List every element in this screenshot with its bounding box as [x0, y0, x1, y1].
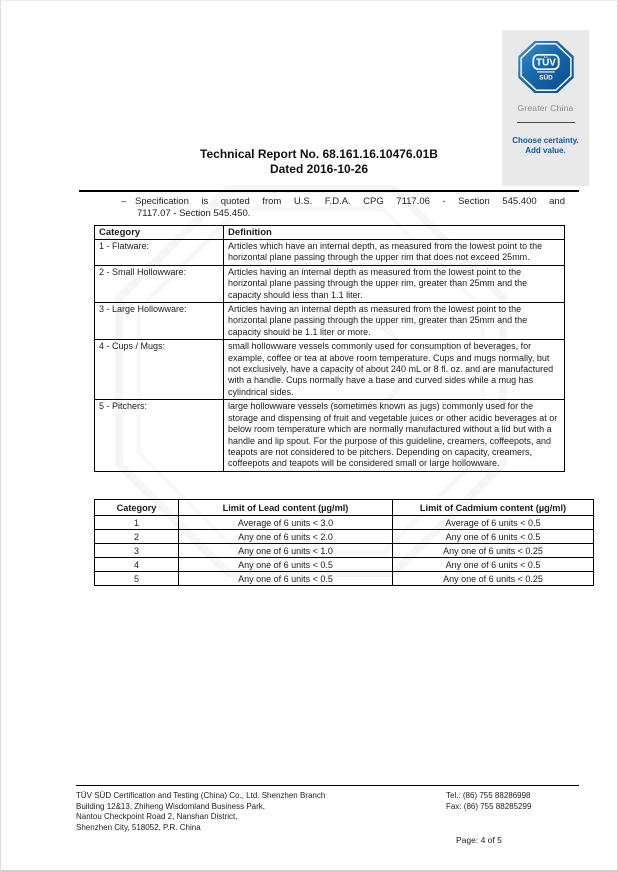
- footer-rule: [76, 785, 579, 786]
- footer-contact: [446, 791, 586, 812]
- page-number: Page: 4 of 5: [456, 835, 502, 845]
- report-title: [84, 147, 554, 177]
- cadmium-limit-cell: Any one of 6 units < 0.25: [393, 544, 594, 558]
- category-cell: 4 - Cups / Mugs:: [95, 340, 224, 400]
- lead-limit-cell: Any one of 6 units < 2.0: [179, 530, 393, 544]
- table-row: [95, 340, 565, 400]
- limits-header-lead: Limit of Lead content (µg/ml): [179, 500, 393, 516]
- table-row: [95, 558, 594, 572]
- footer-address-line2: Building 12&13, Zhiheng Wisdomland Business Park,: [76, 801, 265, 811]
- footer-address-line4: Shenzhen City, 518052, P.R. China: [76, 822, 201, 832]
- table-row: [95, 530, 594, 544]
- definition-cell: Articles which have an internal depth, as measured from the lowest point to the horizontal plane passing through the upper rim that does not exceed 25mm.: [224, 240, 565, 266]
- table-row: [95, 516, 594, 530]
- cadmium-limit-cell: Any one of 6 units < 0.25: [393, 572, 594, 586]
- limits-header-category: Category: [95, 500, 179, 516]
- lead-limit-cell: Average of 6 units < 3.0: [179, 516, 393, 530]
- spec-line2: 7117.07 - Section 545.450.: [137, 207, 251, 219]
- category-cell: 3: [95, 544, 179, 558]
- limits-header-cadmium: Limit of Cadmium content (µg/ml): [393, 500, 594, 516]
- definition-cell: small hollowware vessels commonly used for consumption of beverages, for example, coffee or tea at above room temperature. Cups and mugs normally, but not exclusively, have a capacity of about 240 mL or 8 fl. oz. and are manufactured with a handle. Cups normally have a base and curved sides while a mug has cylindrical sides.: [224, 340, 565, 400]
- limits-header-row: [95, 500, 594, 516]
- footer-address-line1: TÜV SÜD Certification and Testing (China) Co., Ltd. Shenzhen Branch: [76, 791, 326, 800]
- spec-text: [135, 196, 565, 219]
- logo-sud-text: SÜD: [538, 74, 553, 82]
- table-row: [95, 240, 565, 266]
- footer-address-line3: Nantou Checkpoint Road 2, Nanshan District,: [76, 812, 238, 821]
- category-cell: 5: [95, 572, 179, 586]
- table-row: [95, 544, 594, 558]
- lead-limit-cell: Any one of 6 units < 0.5: [179, 572, 393, 586]
- definitions-header-definition: Definition: [224, 226, 565, 240]
- tuv-sud-logo-icon: [518, 41, 574, 93]
- logo-region-label: Greater China: [517, 103, 574, 113]
- footer-address: [76, 791, 436, 833]
- category-cell: 2: [95, 530, 179, 544]
- table-row: [95, 400, 565, 471]
- category-cell: 3 - Large Hollowware:: [95, 303, 224, 340]
- cadmium-limit-cell: Average of 6 units < 0.5: [393, 516, 594, 530]
- definitions-header-category: Category: [95, 226, 224, 240]
- spec-dash: –: [121, 196, 127, 207]
- logo-tuv-text: TÜV: [535, 57, 556, 69]
- table-row: [95, 572, 594, 586]
- logo-divider: [517, 122, 575, 123]
- limits-table: [94, 499, 594, 586]
- table-row: [95, 265, 565, 302]
- report-title-line2: Dated 2016-10-26: [269, 162, 369, 176]
- category-cell: 2 - Small Hollowware:: [95, 265, 224, 302]
- logo-tagline-line2: Add value.: [525, 145, 566, 155]
- cadmium-limit-cell: Any one of 6 units < 0.5: [393, 558, 594, 572]
- cadmium-limit-cell: Any one of 6 units < 0.5: [393, 530, 594, 544]
- lead-limit-cell: Any one of 6 units < 1.0: [179, 544, 393, 558]
- definition-cell: large hollowware vessels (sometimes known as jugs) commonly used for the storage and dispensing of fruit and vegetable juices or other acidic beverages at or below room temperature which are normally manufactured without a lid but with a handle and lip spout. For the purpose of this guideline, creamers, coffeepots, and teapots are not considered to be pitchers. Depending on capacity, creamers, coffeepots and teapots will be considered small or large hollowware.: [224, 400, 565, 471]
- definition-cell: Articles having an internal depth as measured from the lowest point to the horizontal plane passing through the upper rim, greater than 25mm and the capacity should less than 1.1 liter.: [224, 265, 565, 302]
- definitions-table: [94, 225, 565, 472]
- table-row: [95, 303, 565, 340]
- lead-limit-cell: Any one of 6 units < 0.5: [179, 558, 393, 572]
- specification-note: [121, 196, 565, 219]
- definition-cell: Articles having an internal depth as measured from the lowest point to the horizontal plane passing through the upper rim, greater than 25mm and the capacity should be 1.1 liter or more.: [224, 303, 565, 340]
- definitions-table-wrap: [94, 225, 565, 472]
- category-cell: 1: [95, 516, 179, 530]
- logo-tagline-line1: Choose certainty.: [512, 136, 579, 145]
- footer-fax: Fax: (86) 755 88285299: [446, 801, 532, 811]
- limits-table-wrap: [94, 499, 594, 586]
- report-title-line1: Technical Report No. 68.161.16.10476.01B: [200, 147, 438, 161]
- category-cell: 1 - Flatware:: [95, 240, 224, 266]
- header-rule: [79, 190, 579, 192]
- category-cell: 5 - Pitchers:: [95, 400, 224, 471]
- category-cell: 4: [95, 558, 179, 572]
- definitions-header-row: [95, 226, 565, 240]
- footer-tel: Tel.: (86) 755 88286998: [446, 791, 531, 800]
- spec-line1: Specification is quoted from U.S. F.D.A. CPG 7117.06 - Section 545.400 and: [135, 196, 565, 207]
